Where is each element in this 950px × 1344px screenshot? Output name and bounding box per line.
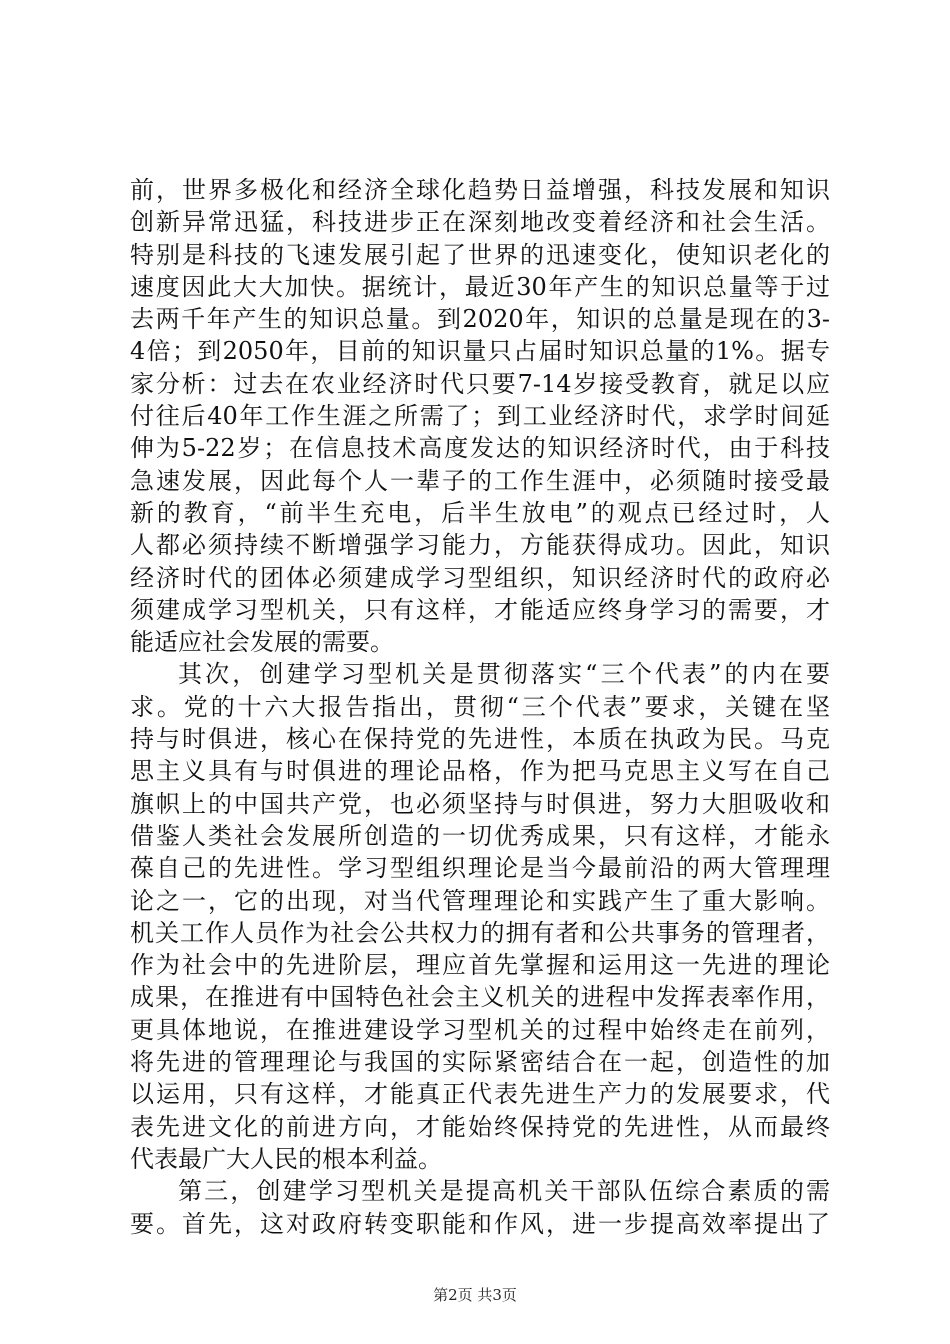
text-line: 特别是科技的飞速发展引起了世界的迅速变化，使知识老化的 [130, 240, 830, 269]
text-line: 人都必须持续不断增强学习能力，方能获得成功。因此，知识 [130, 531, 830, 560]
body-text [130, 174, 830, 1240]
text-line: 急速发展，因此每个人一辈子的工作生涯中，必须随时接受最 [130, 466, 830, 495]
text-line: 机关工作人员作为社会公共权力的拥有者和公共事务的管理者， [130, 918, 830, 947]
text-line: 论之一，它的出现，对当代管理理论和实践产生了重大影响。 [130, 886, 830, 915]
page-footer: 第2页 共3页 [433, 1286, 517, 1304]
text-line: 以运用，只有这样，才能真正代表先进生产力的发展要求，代 [130, 1080, 830, 1109]
text-line: 创新异常迅猛，科技进步正在深刻地改变着经济和社会生活。 [130, 208, 830, 237]
text-line: 葆自己的先进性。学习型组织理论是当今最前沿的两大管理理 [130, 854, 830, 883]
text-line: 伸为5-22岁；在信息技术高度发达的知识经济时代，由于科技 [130, 434, 830, 463]
text-line: 能适应社会发展的需要。 [130, 628, 394, 657]
text-line: 要。首先，这对政府转变职能和作风，进一步提高效率提出了 [130, 1209, 830, 1238]
text-line: 家分析：过去在农业经济时代只要7-14岁接受教育，就足以应 [130, 369, 830, 398]
text-line: 付往后40年工作生涯之所需了；到工业经济时代，求学时间延 [130, 402, 830, 431]
text-line: 新的教育，“前半生充电，后半生放电”的观点已经过时，人 [130, 498, 830, 527]
text-line: 第三，创建学习型机关是提高机关干部队伍综合素质的需 [178, 1177, 830, 1206]
text-line: 前，世界多极化和经济全球化趋势日益增强，科技发展和知识 [130, 176, 830, 204]
text-line: 旗帜上的中国共产党，也必须坚持与时俱进，努力大胆吸收和 [130, 789, 830, 818]
text-line: 将先进的管理理论与我国的实际紧密结合在一起，创造性的加 [130, 1048, 830, 1077]
text-line: 成果，在推进有中国特色社会主义机关的进程中发挥表率作用， [130, 983, 830, 1012]
text-line: 思主义具有与时俱进的理论品格，作为把马克思主义写在自己 [130, 757, 830, 786]
text-line: 求。党的十六大报告指出，贯彻“三个代表”要求，关键在坚 [130, 692, 830, 721]
text-line: 表先进文化的前进方向，才能始终保持党的先进性，从而最终 [130, 1112, 830, 1141]
text-line: 作为社会中的先进阶层，理应首先掌握和运用这一先进的理论 [130, 951, 830, 980]
text-line: 代表最广大人民的根本利益。 [130, 1144, 442, 1173]
text-line: 其次，创建学习型机关是贯彻落实“三个代表”的内在要 [178, 660, 830, 689]
text-line: 借鉴人类社会发展所创造的一切优秀成果，只有这样，才能永 [130, 821, 830, 850]
text-line: 4倍；到2050年，目前的知识量只占届时知识总量的1%。据专 [130, 337, 830, 366]
text-line: 更具体地说，在推进建设学习型机关的过程中始终走在前列， [130, 1015, 830, 1044]
text-line: 去两千年产生的知识总量。到2020年，知识的总量是现在的3- [130, 305, 830, 334]
text-line: 须建成学习型机关，只有这样，才能适应终身学习的需要，才 [130, 595, 830, 624]
text-line: 速度因此大大加快。据统计，最近30年产生的知识总量等于过 [130, 272, 830, 301]
text-line: 持与时俱进，核心在保持党的先进性，本质在执政为民。马克 [130, 725, 830, 754]
text-line: 经济时代的团体必须建成学习型组织，知识经济时代的政府必 [130, 563, 830, 592]
